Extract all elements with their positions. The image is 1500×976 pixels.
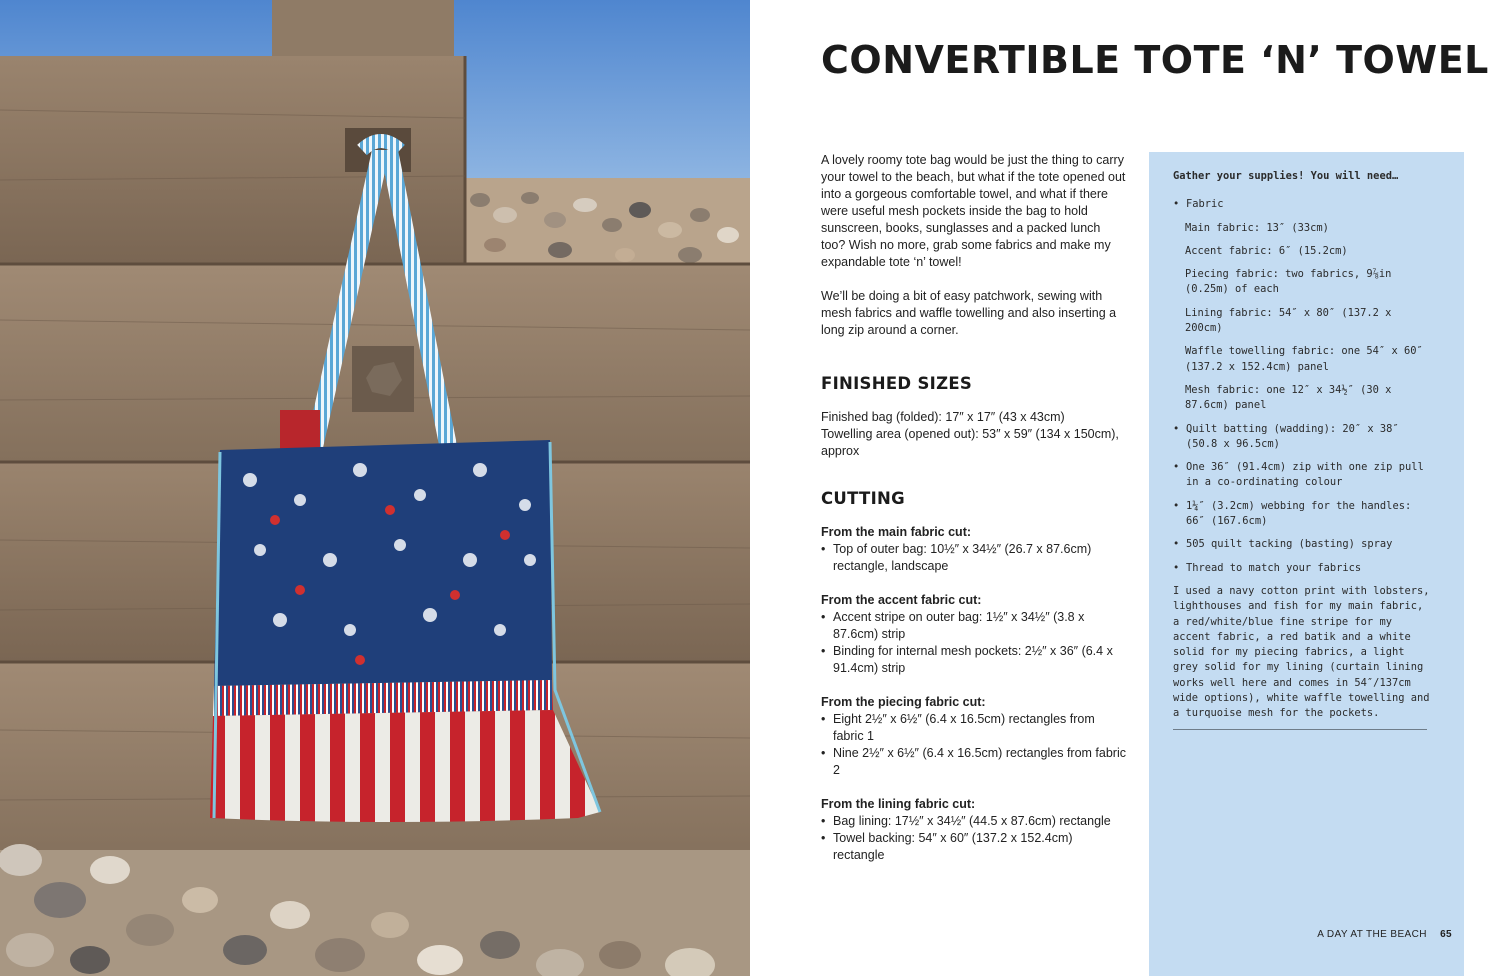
supplies-list	[1173, 197, 1431, 576]
cutting-group-heading: From the accent fabric cut:	[821, 593, 982, 607]
supplies-note: I used a navy cotton print with lobsters, lighthouses and fish for my main fabric, a red/white/blue fine stripe for my accent fabric, a red batik and a white solid for my piecing fabrics, a light grey solid for my lining (curtain lining works well here and comes in 54″/137cm wide options), white waffle towelling and a turquoise mesh for the pockets.	[1173, 584, 1430, 720]
cutting-group-main	[821, 524, 1126, 575]
cutting-item: • Binding for internal mesh pockets: 2½″ x 36″ (6.4 x 91.4cm) strip	[821, 643, 1126, 677]
supply-item: Mesh fabric: one 12″ x 34½″ (30 x 87.6cm) panel	[1185, 383, 1392, 412]
cutting-item: • Towel backing: 54″ x 60″ (137.2 x 152.4cm) rectangle	[821, 830, 1126, 864]
page-title: CONVERTIBLE TOTE ‘N’ TOWEL	[821, 38, 1489, 82]
supply-item: • 1¼″ (3.2cm) webbing for the handles: 66″ (167.6cm)	[1173, 499, 1431, 530]
instructions-column	[821, 152, 1126, 881]
page-number: 65	[1440, 929, 1452, 940]
cutting-group-heading: From the lining fabric cut:	[821, 797, 976, 811]
cutting-item: • Nine 2½″ x 6½″ (6.4 x 16.5cm) rectangles from fabric 2	[821, 745, 1126, 779]
cutting-item: • Bag lining: 17½″ x 34½″ (44.5 x 87.6cm) rectangle	[821, 813, 1126, 830]
finished-sizes-heading: FINISHED SIZES	[821, 374, 973, 393]
supply-item: Accent fabric: 6″ (15.2cm)	[1185, 244, 1348, 257]
supply-item: • 505 quilt tacking (basting) spray	[1173, 537, 1431, 552]
cutting-heading: CUTTING	[821, 489, 905, 508]
section-title: A DAY AT THE BEACH	[1317, 929, 1427, 940]
supply-item: • Fabric	[1173, 197, 1431, 212]
cutting-group-piecing	[821, 694, 1126, 779]
cutting-group-heading: From the piecing fabric cut:	[821, 695, 986, 709]
cutting-item: • Top of outer bag: 10½″ x 34½″ (26.7 x 87.6cm) rectangle, landscape	[821, 541, 1126, 575]
supply-item: Main fabric: 13″ (33cm)	[1185, 221, 1329, 234]
finished-size-line: Finished bag (folded): 17″ x 17″ (43 x 43cm)	[821, 410, 1065, 424]
intro-paragraph: We’ll be doing a bit of easy patchwork, sewing with mesh fabrics and waffle towelling and also inserting a long zip around a corner.	[821, 289, 1117, 337]
supplies-heading: Gather your supplies! You will need…	[1173, 170, 1399, 182]
cutting-group-lining	[821, 796, 1126, 864]
cutting-group-heading: From the main fabric cut:	[821, 525, 972, 539]
intro-paragraph: A lovely roomy tote bag would be just the thing to carry your towel to the beach, but what if the tote opened out into a gorgeous comfortable towel, and what if there were useful mesh pockets inside the bag to hold sunscreen, books, sunglasses and a packed lunch too? Wish no more, grab some fabrics and make my expandable tote ‘n’ towel!	[821, 153, 1126, 269]
supply-item: • Quilt batting (wadding): 20″ x 38″ (50.8 x 96.5cm)	[1173, 422, 1431, 453]
finished-size-line: Towelling area (opened out): 53″ x 59″ (134 x 150cm), approx	[821, 427, 1119, 458]
supply-item: Waffle towelling fabric: one 54″ x 60″ (137.2 x 152.4cm) panel	[1185, 345, 1423, 373]
supplies-panel	[1149, 152, 1464, 976]
supply-item: • One 36″ (91.4cm) zip with one zip pull in a co-ordinating colour	[1173, 460, 1431, 491]
page-footer	[1317, 929, 1452, 940]
cutting-group-accent	[821, 592, 1126, 677]
supply-item: • Thread to match your fabrics	[1173, 561, 1431, 576]
supply-item: Lining fabric: 54″ x 80″ (137.2 x 200cm)	[1185, 306, 1392, 335]
supply-item: Piecing fabric: two fabrics, 9⅞in (0.25m) of each	[1185, 268, 1392, 296]
cutting-item: • Eight 2½″ x 6½″ (6.4 x 16.5cm) rectangles from fabric 1	[821, 711, 1126, 745]
divider	[1173, 729, 1427, 730]
cutting-item: • Accent stripe on outer bag: 1½″ x 34½″ (3.8 x 87.6cm) strip	[821, 609, 1126, 643]
